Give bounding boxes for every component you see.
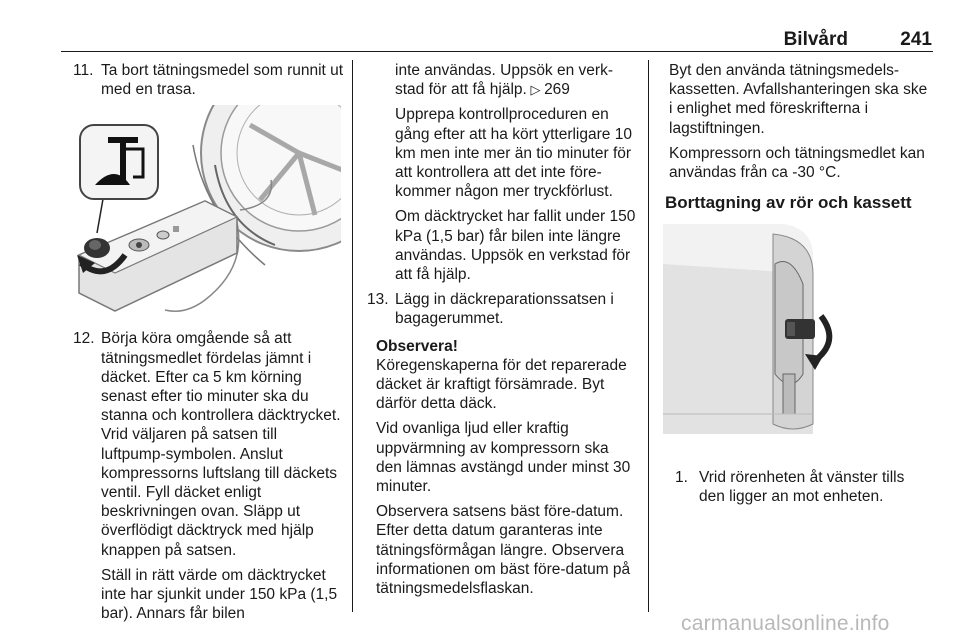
watermark: carmanualsonline.info <box>681 612 890 635</box>
continued-text-body: inte användas. Uppsök en verkstad för att få hjälp. <box>395 62 613 99</box>
column-2 <box>367 61 637 598</box>
step-text: Börja köra omgående så att tätningsmedlet fördelas jämnt i däcket. Efter ca 5 km körning senast efter tio minuter ska du stanna och kontrollera däcktrycket. Vrid väljaren på satsen till luftpump-symbolen. Anslut kompressorns luftslang till däckets ventil. Fyll däcket enligt beskrivningen ovan. Släpp ut överflödigt däcktryck med hjälp knappen på satsen. <box>101 330 341 559</box>
column-divider-1 <box>352 60 353 612</box>
step-text: Lägg in däckreparationssatsen i bagagerummet. <box>395 291 614 328</box>
step-11 <box>73 61 345 99</box>
section-title: Bilvård <box>783 29 848 50</box>
step-number: 12. <box>73 330 95 348</box>
column-1 <box>73 61 345 623</box>
compressor-illustration <box>75 105 345 315</box>
step-12-note: Ställ in rätt värde om däcktrycket inte har sjunkit under 150 kPa (1,5 bar). Annars får bilen <box>101 566 338 623</box>
replace-cartridge-paragraph: Byt den använda tätningsmedelskassetten. Avfallshanteringen ska ske i enlighet med föreskrifterna i lagstiftningen. <box>669 62 928 137</box>
note-heading: Observera! <box>376 337 458 355</box>
step-13 <box>367 290 637 328</box>
pressure-fallen-paragraph: Om däcktrycket har fallit under 150 kPa (1,5 bar) får bilen inte längre användas. Uppsök en verkstad för att få hjälp. <box>395 208 636 284</box>
column-divider-2 <box>648 60 649 612</box>
header-rule <box>61 51 933 52</box>
note-text: Köregenskaperna för det reparerade däcket är kraftigt försämrade. Byt därför detta däck. <box>376 356 627 413</box>
page-number: 241 <box>900 29 932 50</box>
repeat-check-paragraph: Upprepa kontrollproceduren en gång efter att ha kört ytterligare 10 km men inte mer än tio minuter för att kontrollera att det inte förekommer någon mer tryckförlust. <box>395 106 632 201</box>
page-ref-arrow-icon: ▷ <box>526 82 545 98</box>
step-number: 13. <box>367 291 389 309</box>
removal-step-1 <box>675 468 933 506</box>
cartridge-removal-image <box>663 224 843 434</box>
continued-text <box>367 61 637 99</box>
page-reference[interactable]: 269 <box>544 81 570 99</box>
step-12 <box>73 329 345 559</box>
noise-paragraph: Vid ovanliga ljud eller kraftig uppvärmning av kompressorn ska den lämnas avstängd under minst 30 minuter. <box>376 420 631 496</box>
step-text: Ta bort tätningsmedel som runnit ut med en trasa. <box>101 62 344 99</box>
cartridge-illustration <box>663 224 933 434</box>
expiry-paragraph: Observera satsens bäst före-datum. Efter detta datum garanteras inte tätningsförmågan längre. Observera informationen om bäst före-datum på tätningsmedelsflaskan. <box>376 503 631 598</box>
step-number: 11. <box>73 62 94 79</box>
temperature-paragraph: Kompressorn och tätningsmedlet kan användas från ca -30 °C. <box>669 144 925 182</box>
step-text: Vrid rörenheten åt vänster tills den ligger an mot enheten. <box>699 469 905 506</box>
step-number: 1. <box>675 469 688 487</box>
section-heading: Borttagning av rör och kassett <box>665 193 912 213</box>
tyre-compressor-image <box>75 105 341 315</box>
column-3 <box>663 61 933 507</box>
